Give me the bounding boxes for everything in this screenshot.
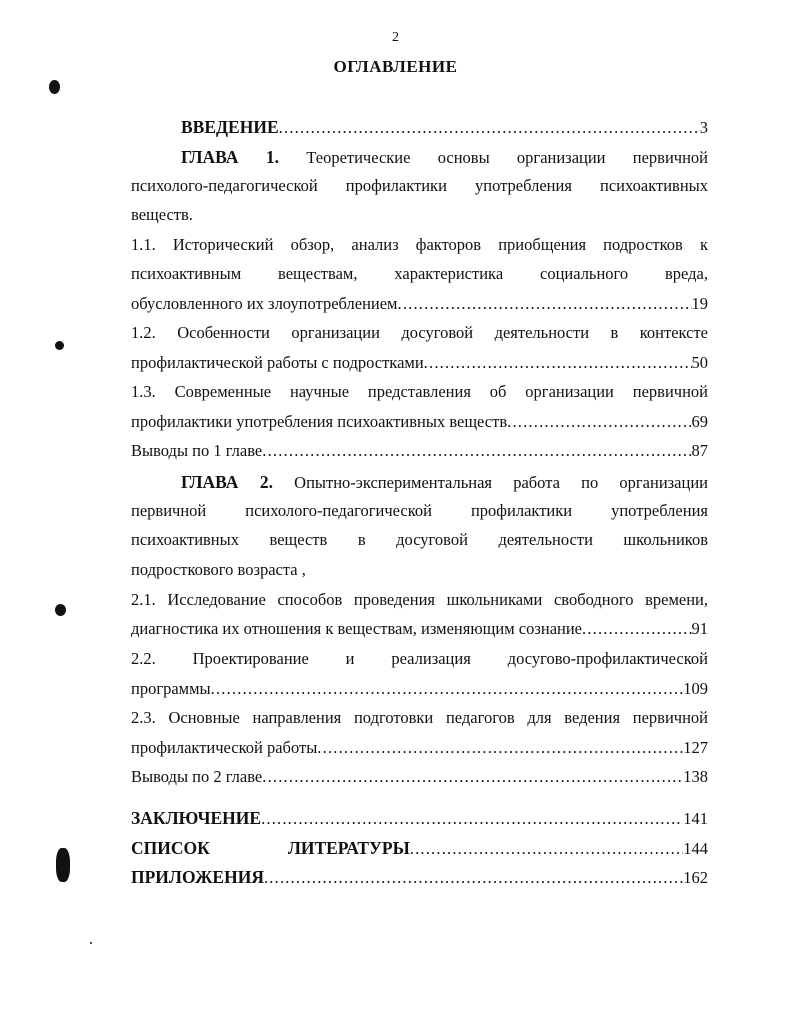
toc-page: 19 — [691, 294, 708, 313]
toc-label-word-2: ЛИТЕРАТУРЫ — [287, 838, 410, 858]
toc-chapter-2-line-4: подросткового возраста , — [131, 560, 306, 579]
toc-entry-references[interactable] — [131, 838, 708, 859]
toc-entry-conclusions-2[interactable] — [131, 767, 708, 787]
toc-page: 162 — [683, 868, 708, 887]
toc-entry-intro[interactable] — [181, 117, 708, 138]
toc-label: профилактики употребления психоактивных веществ — [131, 412, 508, 431]
toc-page: 127 — [683, 738, 708, 757]
toc-label: профилактической работы с подростками — [131, 353, 424, 372]
toc-label: ПРИЛОЖЕНИЯ — [131, 867, 264, 887]
toc-section-1-3-line-2[interactable] — [131, 412, 708, 432]
toc-label-word-1: СПИСОК — [131, 838, 210, 858]
toc-chapter-1-line-3: веществ. — [131, 205, 193, 224]
toc-section-2-3-line-1[interactable]: 2.3. Основные направления подготовки педагогов для ведения первичной — [131, 708, 708, 727]
toc-page: 141 — [683, 809, 708, 828]
toc-chapter-1-line-2: психолого-педагогической профилактики употребления психоактивных — [131, 176, 708, 195]
toc-section-1-2-line-2[interactable] — [131, 353, 708, 373]
leader-dots — [424, 353, 692, 373]
toc-page: 50 — [691, 353, 708, 372]
leader-dots — [279, 118, 700, 138]
toc-page: 3 — [699, 118, 708, 137]
toc-label: ВВЕДЕНИЕ — [181, 117, 279, 137]
leader-dots — [507, 412, 691, 432]
leader-dots — [582, 619, 692, 639]
scan-mark — [55, 604, 66, 616]
chapter-title: Опытно-экспериментальная работа по организации — [294, 473, 708, 492]
scan-mark — [90, 942, 92, 944]
toc-section-1-3-line-1[interactable]: 1.3. Современные научные представления об организации первичной — [131, 382, 708, 401]
scan-mark — [56, 848, 70, 882]
chapter-label: ГЛАВА 2. — [181, 472, 273, 492]
toc-section-2-2-line-1[interactable]: 2.2. Проектирование и реализация досугово-профилактической — [131, 649, 708, 668]
toc-section-1-1-line-3[interactable] — [131, 294, 708, 314]
toc-page: 87 — [691, 441, 708, 460]
toc-chapter-2-line-3: психоактивных веществ в досуговой деятельности школьников — [131, 530, 708, 549]
toc-label: программы — [131, 679, 211, 698]
toc-page: 109 — [683, 679, 708, 698]
leader-dots — [317, 738, 683, 758]
toc-entry-conclusions-1[interactable] — [131, 441, 708, 461]
toc-label: диагностика их отношения к веществам, изменяющим сознание — [131, 619, 582, 638]
toc-entry-conclusion[interactable] — [131, 808, 708, 829]
toc-label: Выводы по 1 главе — [131, 441, 263, 460]
toc-chapter-2-line-1[interactable] — [181, 472, 708, 493]
toc-chapter-2-line-2: первичной психолого-педагогической профилактики употребления — [131, 501, 708, 520]
toc-section-2-1-line-2[interactable] — [131, 619, 708, 639]
toc-page: 138 — [683, 767, 708, 786]
toc-label: Выводы по 2 главе — [131, 767, 263, 786]
toc-section-2-1-line-1[interactable]: 2.1. Исследование способов проведения школьниками свободного времени, — [131, 590, 708, 609]
toc-page: 69 — [691, 412, 708, 431]
leader-dots — [398, 294, 692, 314]
leader-dots — [262, 441, 691, 461]
leader-dots — [262, 767, 683, 787]
leader-dots — [211, 679, 684, 699]
toc-label: профилактической работы — [131, 738, 318, 757]
leader-dots — [410, 839, 684, 859]
scan-mark — [55, 341, 64, 350]
leader-dots — [264, 868, 683, 888]
chapter-title: Теоретические основы организации первичной — [306, 148, 709, 167]
scan-mark — [49, 80, 60, 94]
chapter-label: ГЛАВА 1. — [181, 147, 280, 167]
toc-page: 91 — [691, 619, 708, 638]
toc-label: ЗАКЛЮЧЕНИЕ — [131, 808, 262, 828]
leader-dots — [261, 809, 683, 829]
toc-entry-appendices[interactable] — [131, 867, 708, 888]
page-number: 2 — [392, 30, 399, 45]
toc-label: обусловленного их злоупотреблением — [131, 294, 398, 313]
toc-section-1-1-line-2: психоактивным веществам, характеристика социального вреда, — [131, 264, 708, 283]
page-title: ОГЛАВЛЕНИЕ — [333, 57, 458, 76]
toc-page: 144 — [683, 839, 708, 858]
toc-section-2-3-line-2[interactable] — [131, 738, 708, 758]
toc-section-1-1-line-1[interactable]: 1.1. Исторический обзор, анализ факторов приобщения подростков к — [131, 235, 708, 254]
toc-section-1-2-line-1[interactable]: 1.2. Особенности организации досуговой деятельности в контексте — [131, 323, 708, 342]
toc-chapter-1-line-1[interactable] — [181, 147, 708, 168]
toc-section-2-2-line-2[interactable] — [131, 679, 708, 699]
